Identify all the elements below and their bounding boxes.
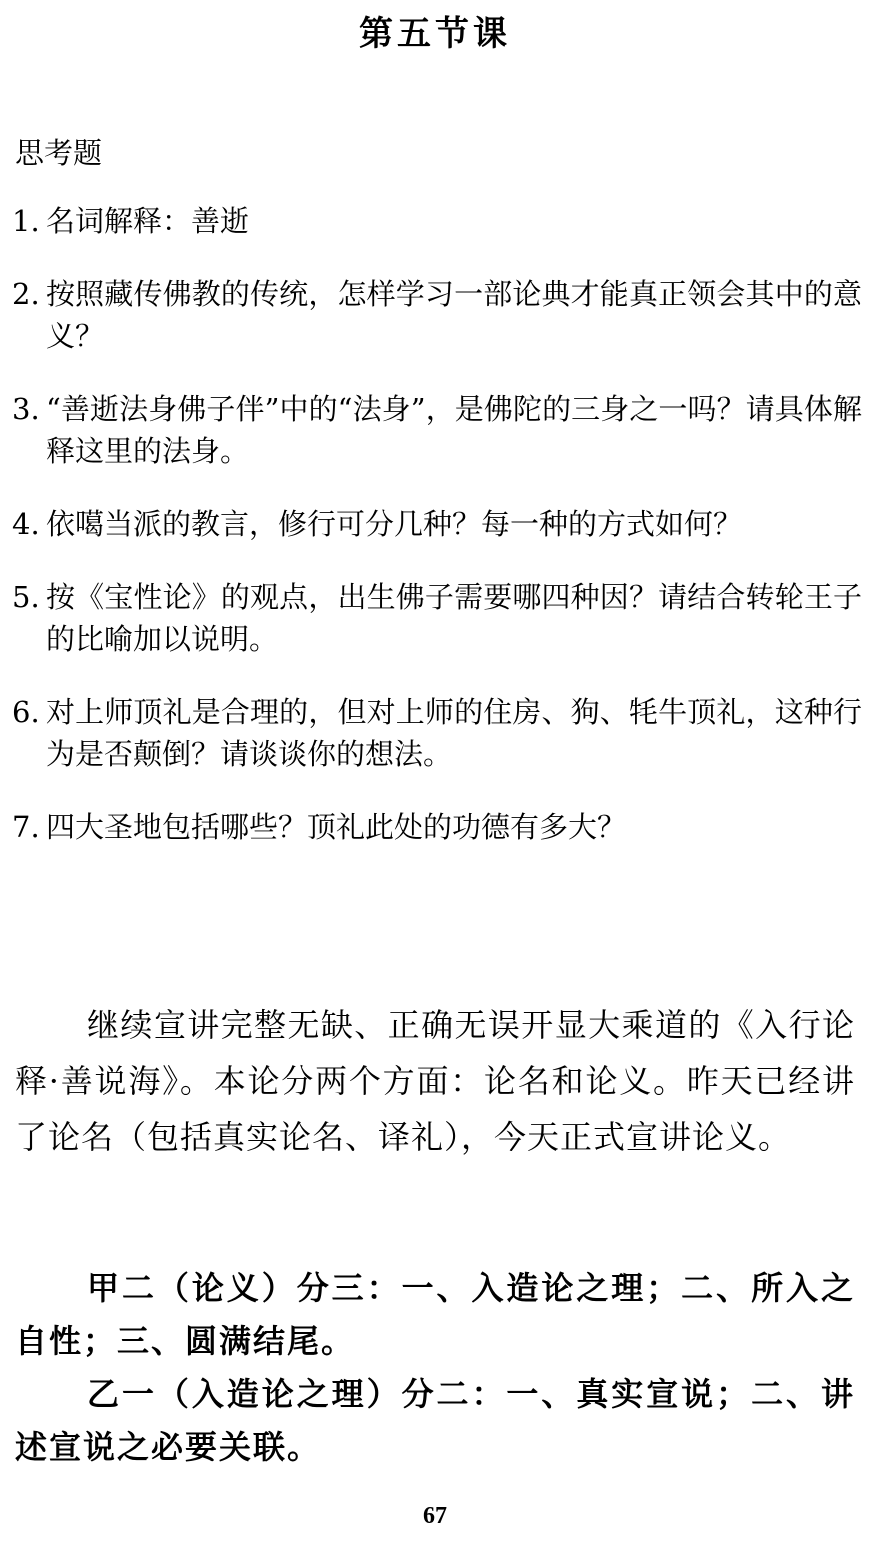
question-item <box>12 388 862 472</box>
question-number: 3. <box>12 392 40 426</box>
page-number: 67 <box>423 1503 447 1529</box>
outline-jia-er: 甲二（论义）分三：一、入造论之理；二、所入之自性；三、圆满结尾。 <box>15 1269 855 1360</box>
question-item <box>12 503 862 545</box>
question-text: 依噶当派的教言，修行可分几种？每一种的方式如何？ <box>46 507 743 541</box>
question-number: 6. <box>12 695 40 729</box>
outline-section <box>15 1262 855 1474</box>
page-title: 第五节课 <box>359 14 511 54</box>
question-text: 名词解释：善逝 <box>46 204 250 238</box>
question-text: 按《宝性论》的观点，出生佛子需要哪四种因？请结合转轮王子的比喻加以说明。 <box>46 580 862 656</box>
question-text: 按照藏传佛教的传统，怎样学习一部论典才能真正领会其中的意义？ <box>46 277 862 353</box>
question-number: 4. <box>12 507 40 541</box>
question-item <box>12 691 862 775</box>
outline-yi-yi: 乙一（入造论之理）分二：一、真实宣说；二、讲述宣说之必要关联。 <box>15 1375 855 1466</box>
question-text: 对上师顶礼是合理的，但对上师的住房、狗、牦牛顶礼，这种行为是否颠倒？请谈谈你的想法。 <box>46 695 862 771</box>
question-item <box>12 200 862 242</box>
question-item <box>12 576 862 660</box>
question-text: “善逝法身佛子伴”中的“法身”，是佛陀的三身之一吗？请具体解释这里的法身。 <box>46 392 862 468</box>
body-paragraph: 继续宣讲完整无缺、正确无误开显大乘道的《入行论释·善说海》。本论分两个方面：论名和论义。昨天已经讲了论名（包括真实论名、译礼），今天正式宣讲论义。 <box>15 1006 855 1156</box>
question-list <box>12 200 862 879</box>
body-section <box>15 997 855 1165</box>
question-number: 2. <box>12 277 40 311</box>
question-number: 7. <box>12 810 40 844</box>
question-item <box>12 273 862 357</box>
question-item <box>12 806 862 848</box>
question-number: 5. <box>12 580 40 614</box>
question-text: 四大圣地包括哪些？顶礼此处的功德有多大？ <box>46 810 627 844</box>
questions-heading: 思考题 <box>15 136 103 170</box>
question-number: 1. <box>12 204 40 238</box>
